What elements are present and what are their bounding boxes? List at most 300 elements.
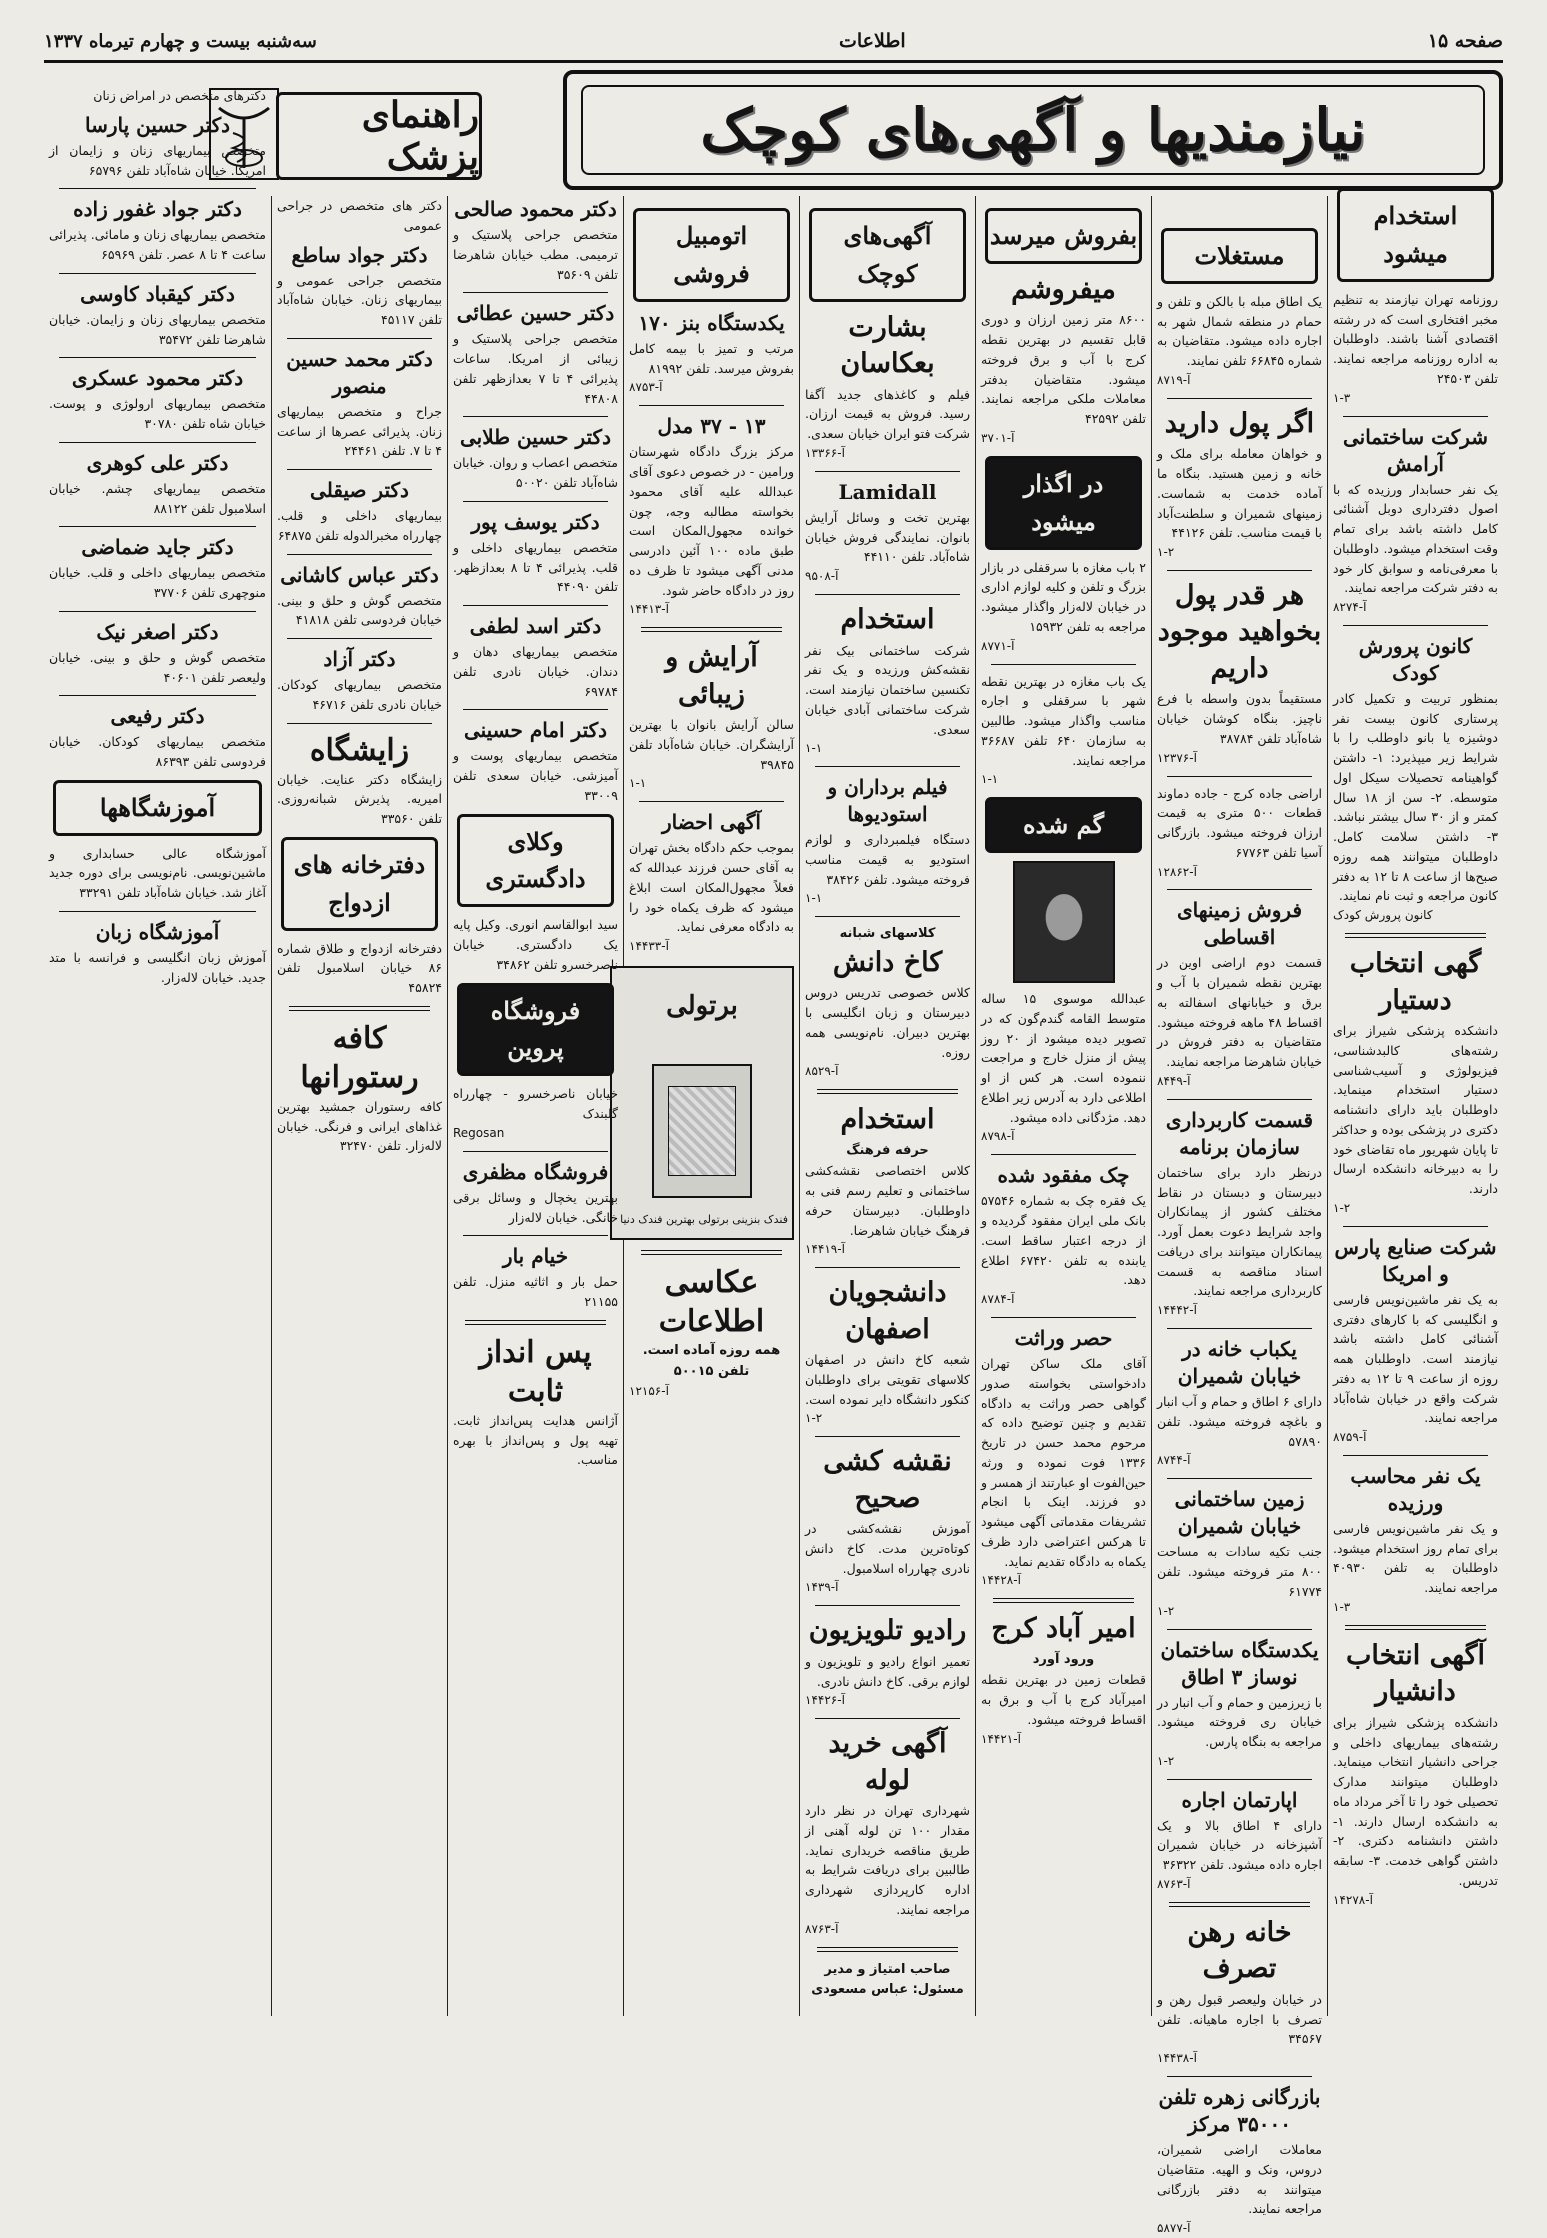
ad-body: متخصص بیماریهای کودکان. خیابان فردوسی تلفن ۸۶۳۹۳ — [49, 734, 266, 769]
divider — [815, 1436, 960, 1437]
ad-body: و یک نفر ماشین‌نویس فارسی برای تمام روز استخدام میشود. داوطلبان به تلفن ۴۰۹۳۰ مراجعه نمایند. — [1333, 1520, 1498, 1596]
ad-ref: آ-۹۵۰۸ — [805, 569, 839, 584]
ad-ref: آ-۸۷۸۴ — [981, 1292, 1015, 1307]
ad-body: معاملات اراضی شمیران، دروس، ونک و الهیه. متقاضیان میتوانند به دفتر بازرگانی مراجعه نمایند. — [1157, 2142, 1322, 2217]
divider — [463, 1235, 608, 1236]
ad-body: جراح و متخصص بیماریهای زنان. پذیرائی عصرها از ساعت ۴ تا ۷. تلفن ۲۴۴۶۱ — [277, 403, 442, 459]
ad-body: دانشکده پزشکی شیراز برای رشته‌های کالبدشناسی، فیزیولوژی و آسیب‌شناسی دستیار استخدام مینماید. داوطلبان باید دارای دانشنامه دکتری در پزشکی بوده و حداکثر تا پایان شهریور ماه تقاضای خود را به دبیرخانه دانشکده ارسال دارند. — [1333, 1023, 1498, 1197]
ad-title: شرکت ساختمانی آرامش — [1342, 424, 1489, 476]
ad-body: متخصص بیماریهای چشم. خیابان اسلامبول تلفن ۸۸۱۲۲ — [49, 480, 266, 516]
ad-body: دفترخانه ازدواج و طلاق شماره ۸۶ خیابان اسلامبول تلفن ۴۵۸۲۴ — [277, 940, 442, 996]
ad-body: متخصص بیماریهای داخلی و قلب. پذیرائی ۴ تا ۸ بعدازظهر. تلفن ۴۴۰۹۰ — [453, 539, 618, 595]
divider — [287, 554, 432, 555]
classified-ad — [453, 613, 618, 701]
ad-title: بازرگانی زهره تلفن ۳۵۰۰۰ مرکز — [1158, 2085, 1321, 2137]
ad-ref: ۱-۲ — [1157, 1753, 1175, 1768]
classified-ad — [277, 242, 442, 330]
page-header — [44, 22, 1503, 63]
divider — [815, 916, 960, 917]
ad-title: رادیو تلویزیون — [808, 1615, 967, 1647]
divider — [1167, 776, 1312, 777]
ad-body: متخصص بیماریهای داخلی و قلب. خیابان منوچهری تلفن ۳۷۷۰۶ — [49, 565, 266, 600]
classified-ad — [1157, 1915, 1322, 2068]
classified-ad — [49, 196, 266, 265]
category-header: مستغلات — [1161, 228, 1318, 284]
classified-ad — [1157, 292, 1322, 390]
classified-ad — [1333, 424, 1498, 617]
ad-ref: آ-۸۲۷۴ — [1333, 600, 1367, 615]
ad-subtitle: حرفه فرهنگ — [846, 1142, 929, 1158]
ad-body: کلاس خصوصی تدریس دروس دبیرستان و زبان انگلیسی با بهترین دبیران. نام‌نویسی همه روزه. — [805, 985, 970, 1060]
ad-title: ۱۳ - ۳۷ مدل — [657, 414, 766, 439]
column-specialists — [44, 86, 271, 2016]
ad-body: یک باب مغازه در بهترین نقطه شهر با سرقفلی و اجاره مناسب واگذار میشود. طالبین به سازمان ۶۴۰ تلفن ۳۶۶۸۷ مراجعه نمایند. — [981, 673, 1146, 768]
divider — [817, 1089, 958, 1094]
ad-body: متخصص جراحی عمومی و بیماریهای زنان. خیابان شاه‌آباد تلفن ۴۵۱۱۷ — [277, 272, 442, 327]
classified-ad — [629, 640, 794, 793]
ad-body: جنب تکیه سادات به مساحت ۸۰۰ متر فروخته میشود. تلفن ۶۱۷۷۴ — [1157, 1544, 1322, 1599]
ad-body: آموزش نقشه‌کشی در کوتاه‌ترین مدت. کاخ دانش نادری چهارراه اسلامبول. — [805, 1521, 970, 1576]
divider — [463, 501, 608, 502]
ad-title: یک نفر محاسب ورزیده — [1350, 1463, 1481, 1515]
divider — [1167, 398, 1312, 399]
classified-ad — [277, 1019, 442, 1156]
ad-body: فندک بنزینی برتولی بهترین فندک دنیا — [620, 1212, 788, 1226]
divider — [993, 1598, 1134, 1603]
ad-title: شرکت صنایع پارس و امریکا — [1334, 1234, 1497, 1286]
ad-body: قطعات زمین در بهترین نقطه امیرآباد کرج با آب و برق به اقساط فروخته میشود. — [981, 1672, 1146, 1727]
ad-title: اگر پول دارید — [1164, 407, 1315, 439]
divider — [991, 1317, 1136, 1318]
ad-body: سید ابوالقاسم انوری. وکیل پایه یک دادگستری. خیابان ناصرخسرو تلفن ۳۴۸۶۲ — [453, 917, 618, 972]
ad-body: بیماریهای داخلی و قلب. چهارراه مخبرالدوله تلفن ۶۴۸۷۵ — [277, 508, 442, 543]
ad-body: متخصص بیماریهای پوست و آمیزشی. خیابان سعدی تلفن ۳۳۰۰۹ — [453, 748, 618, 803]
ad-title: حصر وراثت — [1014, 1326, 1113, 1351]
ad-ref: آ-۸۴۴۹ — [1157, 1073, 1191, 1088]
divider — [1167, 1099, 1312, 1100]
ad-ref: ۱-۲ — [1333, 1200, 1351, 1215]
ad-body: صاحب امتیاز و مدیر مسئول: عباس مسعودی — [811, 1961, 964, 1998]
ad-body: و خواهان معامله برای ملک و خانه و زمین هستید. بنگاه ما آماده خدمت به شماست. زمینهای شمیران و سلطنت‌آباد با قیمت مناسب. تلفن ۴۴۱۲۶ — [1157, 446, 1322, 541]
ad-body: اراضی جاده کرج - جاده دماوند قطعات ۵۰۰ متری به قیمت ارزان فروخته میشود. بازرگانی آسیا تلفن ۶۷۷۶۳ — [1157, 785, 1323, 860]
ad-title: فروش زمینهای اقساطی — [1176, 898, 1303, 950]
divider — [59, 911, 256, 912]
classifieds-masthead — [563, 70, 1503, 190]
ad-body: آژانس هدایت پس‌انداز ثابت. تهیه پول و پس‌انداز با بهره مناسب. — [453, 1412, 618, 1468]
category-header: فروشگاه پروین — [457, 983, 614, 1077]
classified-ad — [453, 424, 618, 493]
classified-ad — [453, 1333, 618, 1470]
issue-date: سه‌شنبه بیست و چهارم تیرماه ۱۳۳۷ — [44, 30, 317, 52]
ad-body: متخصص بیماریهای دهان و دندان. خیابان نادری تلفن ۶۹۷۸۴ — [453, 644, 618, 699]
ad-ref: آ-۱۲۳۷۶ — [1157, 750, 1197, 765]
ad-body: عبدالله موسوی ۱۵ ساله متوسط القامه گندم‌گون که در تصویر دیده میشود از ۲۰ روز پیش از منزل خارج و مراجعت ننموده است. هر کس از او اطلاعی دارد به آدرس زیر اطلاع دهد. مژدگانی داده میشود. — [981, 991, 1146, 1125]
column-for-sale — [976, 206, 1151, 2026]
classified-ad — [277, 939, 442, 998]
ad-ref: آ-۳۷۰۱ — [981, 430, 1015, 445]
classified-ad — [49, 703, 266, 772]
divider — [1167, 889, 1312, 890]
ad-body: کلاس اختصاصی نقشه‌کشی ساختمانی و تعلیم رسم فنی به داوطلبان. دبیرستان حرفه فرهنگ خیابان شاهرضا. — [805, 1163, 970, 1238]
ad-body: دارای ۴ اطاق بالا و یک آشپزخانه در خیابان شمیران اجاره داده میشود. تلفن ۳۶۳۲۲ — [1157, 1817, 1322, 1873]
category-header: آگهی‌های کوچک — [809, 208, 966, 302]
ad-ref: آ-۱۲۸۶۲ — [1157, 864, 1197, 879]
divider — [1167, 1328, 1312, 1329]
classified-ad — [1157, 1107, 1322, 1320]
ad-ref: ۱-۳ — [1333, 1599, 1351, 1614]
ad-title: دکتر حسین عطائی — [456, 301, 615, 326]
classified-ad — [805, 1726, 970, 1938]
ad-ref: ۱-۲ — [1157, 1603, 1175, 1618]
ad-body: درنظر دارد برای ساختمان دبیرستان و دبستان در نقاط مختلف کشور از پیمانکاران واجد شرایط دعوت بعمل آورد. پیمانکاران میتوانند برای دریافت اسناد مناقصه به قسمت کاربرداری مراجعه نمایند. — [1157, 1164, 1322, 1299]
ad-title: زمین ساختمانی خیابان شمیران — [1174, 1487, 1305, 1539]
ad-body: در خیابان ولیعصر قبول رهن و تصرف با اجاره ماهیانه. تلفن ۳۴۵۶۷ — [1157, 1991, 1322, 2047]
ad-ref: آ-۱۴۴۲۶ — [805, 1693, 845, 1708]
divider — [1343, 625, 1488, 626]
ad-title: چک مفقود شده — [997, 1163, 1130, 1188]
divider — [1345, 933, 1486, 938]
ad-title: دانشجویان اصفهان — [828, 1277, 947, 1345]
paper-name: اطلاعات — [838, 30, 906, 52]
divider — [1167, 2076, 1312, 2077]
ad-body: یک اطاق مبله با بالکن و تلفن و حمام در منطقه شمال شهر به اجاره داده میشود. متقاضیان به شماره ۶۶۸۴۵ تلفن نمایند. — [1157, 293, 1322, 369]
category-header: دکترهای متخصص در امراض زنان — [93, 88, 266, 103]
ad-ref: آ-۱۴۴۳۳ — [629, 939, 669, 954]
ad-title: کافه رستورانها — [300, 1020, 419, 1095]
divider — [991, 664, 1136, 665]
divider — [287, 469, 432, 470]
category-header: اتومبیل فروشی — [633, 208, 790, 302]
classified-ad — [629, 310, 794, 397]
ad-body: متخصص بیماریهای کودکان. خیابان نادری تلفن ۴۶۷۱۶ — [277, 677, 442, 712]
ad-ref: آ-۸۵۲۹ — [805, 1064, 839, 1079]
ad-body: شرکت ساختمانی بیک نفر نقشه‌کش ورزیده و یک نفر تکنسین ساختمان نیازمند است. شرکت ساختمانی آبادی خیابان سعدی. — [805, 642, 970, 737]
classified-ad — [629, 809, 794, 956]
page-number: صفحه ۱۵ — [1427, 30, 1503, 52]
divider — [817, 1947, 958, 1952]
classified-ad — [1157, 1486, 1322, 1620]
ad-body: متخصص بیماریهای زنان و مامائی. پذیرائی ساعت ۴ تا ۸ عصر. تلفن ۶۵۹۶۹ — [49, 227, 266, 262]
classified-ad — [453, 717, 618, 805]
ad-ref: آ-۸۷۹۸ — [981, 1129, 1015, 1144]
classified-ad — [805, 924, 970, 1081]
ad-title: یکباب خانه در خیابان شمیران — [1177, 1337, 1302, 1389]
ad-body: دارای ۶ اطاق و حمام و آب انبار و باغچه فروخته میشود. تلفن ۵۷۸۹۰ — [1157, 1394, 1323, 1449]
ad-body: حمل بار و اثاثیه منزل. تلفن ۲۱۱۵۵ — [453, 1274, 618, 1310]
ad-ref: آ-۸۷۷۱ — [981, 638, 1015, 653]
ad-body: به یک نفر ماشین‌نویس فارسی و انگلیسی که با کارهای دفتری آشنائی کامل داشته باشد نیازمند است. داوطلبان همه روزه از ساعت ۹ تا ۱۲ به دفتر شرکت واقع در خیابان شاه‌آباد مراجعه نمایند. — [1333, 1291, 1499, 1426]
ad-body: یک فقره چک به شماره ۵۷۵۴۶ بانک ملی ایران مفقود گردیده و از درجه اعتبار ساقط است. یابنده به تلفن ۶۷۴۲۰ اطلاع دهد. — [981, 1193, 1146, 1288]
classified-ad — [1333, 633, 1498, 925]
classified-ad — [277, 346, 442, 461]
ad-title: هر قدر پول بخواهید موجود داریم — [1157, 580, 1322, 684]
ad-title: دکتر یوسف پور — [471, 509, 600, 534]
classified-ad — [453, 196, 618, 284]
classified-ad — [49, 619, 266, 688]
divider — [815, 1718, 960, 1719]
ad-ref: آ-۱۴۴۱۳ — [629, 602, 669, 617]
ad-body: بموجب حکم دادگاه بخش تهران به آقای حسن فرزند عبدالله که فعلاً مجهول‌المکان است ابلاغ میشود که ظرف یکماه خود را به دادگاه معرفی نماید. — [629, 840, 794, 935]
ad-title: فیلم برداران و استودیوها — [827, 775, 948, 827]
divider — [815, 471, 960, 472]
ad-body: همه روزه آماده است. تلفن ۵۰۰۱۵ — [642, 1343, 781, 1379]
divider — [991, 1154, 1136, 1155]
divider — [1167, 1779, 1312, 1780]
divider — [59, 526, 256, 527]
divider — [59, 357, 256, 358]
column-cars — [620, 206, 799, 2026]
ad-ref: ۱-۱ — [629, 776, 647, 791]
ad-ref: آ-۸۷۴۴ — [1157, 1453, 1191, 1468]
classified-ad — [981, 989, 1146, 1146]
ad-body: خیابان ناصرخسرو - چهارراه گلبندک — [453, 1086, 618, 1122]
classified-ad — [49, 844, 266, 903]
classified-ad — [49, 365, 266, 434]
masthead-title: نیازمندیها و آگهی‌های کوچک — [581, 85, 1485, 175]
ad-title: دکتر امام حسینی — [463, 718, 608, 743]
ad-body: یک نفر حسابدار ورزیده که با اصول دفترداری دوبل آشنائی کامل داشته باشد برای تمام وقت استخدام میشود. داوطلبان با معرفی‌نامه و سوابق کار خود به دفتر شرکت مراجعه نمایند. — [1333, 481, 1498, 596]
ad-body: بمنظور تربیت و تکمیل کادر پرستاری کانون بیست نفر دوشیزه یا بانو داوطلب را با شرایط زیر میپذیرد: ۱- داشتن گواهینامه تحصیلات سیکل اول متوسطه. ۲- سن از ۱۸ سال کمتر و از ۳۰ سال بیشتر نباشد. ۳- داشتن سلامت کامل. داوطلبان میتوانند همه روزه صبح‌ها از ساعت ۸ تا ۱۲ به دفتر کانون مراجعه و ثبت نام نمایند. — [1333, 690, 1499, 904]
ad-ref: آ-۱۲۱۵۶ — [629, 1384, 669, 1399]
category-header: در اگذار میشود — [985, 456, 1142, 550]
classified-ad — [981, 1162, 1146, 1309]
classified-ad — [805, 1275, 970, 1428]
ad-title: کانون پرورش کودک — [1358, 633, 1473, 685]
classified-ad — [805, 602, 970, 758]
ad-ref: آ-۸۷۶۳ — [805, 1921, 839, 1936]
classified-ad — [1333, 290, 1498, 408]
divider — [815, 1605, 960, 1606]
classified-ad — [805, 774, 970, 908]
ad-body: آموزش زبان انگلیسی و فرانسه با متد جدید. خیابان لاله‌زار. — [49, 949, 266, 985]
classified-ad — [805, 310, 970, 463]
classified-ad — [1157, 406, 1322, 562]
classified-ad — [1333, 946, 1498, 1218]
ad-title: دکتر جاید ضماضی — [81, 535, 234, 560]
column-property — [1152, 226, 1327, 2236]
divider — [1343, 1226, 1488, 1227]
ad-title: دکتر آزاد — [323, 647, 396, 671]
ad-title: بشارت بعکاسان — [840, 311, 935, 380]
ad-ref: آ-۵۸۷۷ — [1157, 2221, 1191, 2236]
missing-person-photo — [1013, 861, 1115, 983]
ad-title: خیام بار — [502, 1244, 569, 1269]
classified-ad — [277, 562, 442, 631]
ad-ref: آ-۸۷۱۹ — [1157, 372, 1191, 387]
ad-title: دکتر صیقلی — [310, 478, 409, 502]
divider — [639, 405, 784, 406]
ad-body: دانشکده پزشکی شیراز برای رشته‌های بیماریهای داخلی و جراحی دانشیار انتخاب مینماید. داوطلبان میتوانند مدارک تحصیلی خود را تا آخر مرداد ماه به دانشکده ارسال دارند. ۱- داشتن دانشنامه دکتری. ۲- داشتن گواهی خدمت. ۳- سابقه تدریس. — [1333, 1714, 1498, 1888]
classified-ad — [453, 1243, 618, 1312]
divider — [815, 1267, 960, 1268]
divider — [1169, 1902, 1310, 1907]
ad-body: مرکز بزرگ دادگاه شهرستان ورامین - در خصوص دعوی آقای عبدالله علیه آقای محمود بخواسته مطالبه وجه، چون خوانده مجهول‌المکان است طبق ماده ۱۰۰ آئین دادرسی مدنی آگهی میشود تا ظرف ده روز در دادگاه حاضر شود. — [629, 444, 794, 598]
classified-ad — [1157, 578, 1322, 768]
ad-title: دکتر حسین پارسا — [84, 112, 231, 137]
ad-ref: کانون پرورش کودک — [1333, 908, 1433, 923]
divider — [1343, 416, 1488, 417]
classified-ad — [453, 509, 618, 597]
classified-ad — [981, 1611, 1146, 1748]
category-header: بفروش میرسد — [985, 208, 1142, 264]
classified-ad — [1157, 784, 1322, 882]
ad-title: اپارتمان اجاره — [1181, 1787, 1298, 1812]
column-small-ads — [800, 206, 975, 2026]
category-header: آموزشگاهها — [53, 780, 262, 836]
ad-title: دکتر محمد حسین منصور — [286, 346, 433, 398]
ad-title: میفروشم — [1011, 273, 1116, 305]
ad-body: آموزشگاه عالی حسابداری و ماشین‌نویسی. نام‌نویسی برای دوره جدید آغاز شد. خیابان شاه‌آباد تلفن ۳۳۲۹۱ — [49, 845, 266, 901]
ad-title: یکدستگاه بنز ۱۷۰ — [638, 310, 785, 335]
ad-ref: ۱-۱ — [981, 772, 999, 787]
ad-body: روزنامه تهران نیازمند به تنظیم مخبر افتخاری است که در رشته اقتصادی آشنا باشند. داوطلبان به اداره روزنامه مراجعه نمایند. تلفن ۲۴۵۰۳ — [1333, 291, 1498, 386]
divider — [1345, 1625, 1486, 1630]
column-employment — [1328, 186, 1503, 2006]
ad-title: دکتر علی کوهری — [86, 450, 229, 475]
classified-ad — [1333, 1463, 1498, 1617]
classified-ad — [49, 919, 266, 988]
ad-ref: آ-۱۳۳۶۶ — [805, 445, 845, 460]
ad-ref: آ-۱۴۳۹ — [805, 1580, 839, 1595]
classified-ad — [1333, 1638, 1498, 1910]
ad-title: دکتر حسین طلابی — [460, 425, 611, 450]
ad-title: قسمت کاربرداری سازمان برنامه — [1165, 1107, 1314, 1159]
category-header: وکلای دادگستری — [457, 814, 614, 908]
divider — [463, 292, 608, 293]
classified-ad — [1157, 897, 1322, 1090]
classified-ad — [805, 1613, 970, 1710]
divider — [465, 1320, 606, 1325]
divider — [463, 605, 608, 606]
category-header: استخدام میشود — [1337, 188, 1494, 282]
divider — [287, 723, 432, 724]
classified-ad — [453, 1084, 618, 1142]
ad-title: آرایش و زیبائی — [665, 642, 758, 710]
column-doctors — [448, 196, 623, 2016]
ad-body: متخصص بیماریهای زنان و زایمان. خیابان شاهرضا تلفن ۳۵۴۷۲ — [49, 311, 266, 347]
lighter-box-icon — [652, 1064, 752, 1198]
ad-body: آقای ملک ساکن تهران دادخواستی بخواسته صدور گواهی حصر وراثت به دادگاه تقدیم و چنین توضیح داده که مرحوم محمد حسن در تاریخ ۱۳۳۶ فوت نموده و ورثه حین‌الفوت او عبارتند از همسر و دو فرزند. اینک با انجام تشریفات مقدماتی آگهی میشود تا هرکس اعتراضی دارد ظرف یکماه به دادگاه تقدیم نماید. — [981, 1356, 1146, 1569]
divider — [59, 611, 256, 612]
ad-ref: Regosan — [453, 1125, 505, 1140]
classified-ad — [453, 915, 618, 974]
ad-title: یکدستگاه ساختمان نوساز ۳ اطاق — [1160, 1637, 1319, 1689]
divider — [59, 273, 256, 274]
ad-title: آگهی خرید لوله — [828, 1728, 947, 1796]
classified-ad — [1157, 1336, 1322, 1470]
classified-ad — [1157, 1637, 1322, 1771]
ad-body: قسمت دوم اراضی اوین در بهترین نقطه شمیران با آب و برق و خیابانهای اسفالته به اقساط ۴۸ ماهه فروخته میشود. متقاضیان به دفتر فروش در خیابان شاهرضا مراجعه نمایند. — [1157, 955, 1322, 1070]
ad-title: استخدام — [840, 1104, 935, 1136]
ad-title: استخدام — [840, 604, 935, 636]
divider — [463, 709, 608, 710]
ad-body: ۸۶۰۰ متر زمین ارزان و دوری قابل تقسیم در بهترین نقطه کرج با آب و برق فروخته میشود. متقاضیان بدفتر معاملات ملکی مراجعه نمایند. تلفن ۴۲۵۹۲ — [981, 312, 1146, 427]
ad-title: دکتر جواد ساطع — [291, 242, 428, 267]
classified-ad — [49, 112, 266, 181]
column-doctors-general — [272, 196, 447, 2016]
category-header: دفترخانه های ازدواج — [281, 837, 438, 931]
ad-title: دکتر عباس کاشانی — [280, 562, 439, 587]
ad-body: مرتب و تمیز با بیمه کامل بفروش میرسد. تلفن ۸۱۹۹۲ — [629, 340, 794, 376]
classified-ad — [981, 558, 1146, 656]
classified-ad — [805, 479, 970, 586]
classified-ad — [629, 1263, 794, 1401]
ad-title: آگهی احضار — [662, 810, 761, 835]
ad-body: سالن آرایش بانوان با بهترین آرایشگران. خیابان شاه‌آباد تلفن ۳۹۸۴۵ — [629, 717, 794, 772]
classified-ad — [49, 281, 266, 350]
ad-ref: ۱-۳ — [1333, 390, 1351, 405]
ad-ref: آ-۸۷۵۳ — [629, 380, 663, 395]
ad-title: نقشه کشی صحیح — [823, 1446, 952, 1514]
ad-title: دکتر اسد لطفی — [469, 614, 602, 638]
ad-subtitle: کلاسهای شبانه — [839, 926, 936, 942]
ad-title: دکتر محمود صالحی — [454, 197, 617, 221]
ad-title: دکتر کیقباد کاوسی — [80, 281, 235, 306]
ad-title: فروشگاه مظفری — [462, 1159, 609, 1184]
ad-body: متخصص جراحی پلاستیک و ترمیمی. مطب خیابان شاهرضا تلفن ۳۵۶۰۹ — [453, 227, 618, 282]
ad-body: زایشگاه دکتر عنایت. خیابان امیریه. پذیرش شبانه‌روزی. تلفن ۳۳۵۶۰ — [277, 771, 442, 826]
ad-subtitle: ورود آورد — [1032, 1651, 1095, 1667]
ad-ref: آ-۸۷۶۳ — [1157, 1876, 1191, 1891]
ad-title: گهی انتخاب دستیار — [1349, 948, 1482, 1016]
classified-ad — [49, 450, 266, 519]
ad-title: دکتر جواد غفور زاده — [73, 197, 242, 222]
ad-title: Lamidall — [838, 479, 937, 504]
divider — [59, 695, 256, 696]
classified-ad — [1157, 1787, 1322, 1894]
classified-ad — [277, 646, 442, 715]
ad-title: پس انداز ثابت — [479, 1334, 592, 1409]
classified-ad — [805, 1444, 970, 1597]
ad-ref: ۱-۱ — [805, 741, 823, 756]
ad-body: ۲ باب مغازه با سرقفلی در بازار بزرگ و تلفن و کلیه لوازم اداری در خیابان لاله‌زار واگذار میشود. مراجعه به تلفن ۱۵۹۳۲ — [981, 559, 1146, 634]
divider — [641, 627, 782, 632]
category-header: دکتر های متخصص در جراحی عمومی — [277, 198, 442, 233]
ad-body: متخصص گوش و حلق و بینی. خیابان فردوسی تلفن ۴۱۸۱۸ — [277, 592, 442, 628]
classified-ad — [981, 272, 1146, 448]
ad-body: متخصص بیماریهای زنان و زایمان از امریکا. خیابان شاه‌آباد تلفن ۶۵۷۹۶ — [49, 142, 266, 178]
ad-body: شهرداری تهران در نظر دارد مقدار ۱۰۰ تن لوله آهنی از طریق مناقصه خریداری نماید. طالبین برای دریافت شرایط به اداره کارپردازی شهرداری مراجعه نمایند. — [805, 1803, 970, 1917]
ad-body: کافه رستوران جمشید بهترین غذاهای ایرانی و فرنگی. خیابان لاله‌زار. تلفن ۳۲۴۷۰ — [277, 1098, 442, 1154]
publisher-note — [805, 1960, 970, 2001]
classified-ad — [277, 731, 442, 829]
divider — [641, 1250, 782, 1255]
classified-ad — [629, 413, 794, 619]
ad-body: تعمیر انواع رادیو و تلویزیون و لوازم برقی. کاخ دانش نادری. — [805, 1653, 970, 1689]
ad-title: دکتر رفیعی — [110, 704, 205, 729]
divider — [287, 638, 432, 639]
ad-ref: آ-۱۴۴۱۹ — [805, 1242, 845, 1257]
classified-ad — [981, 1325, 1146, 1590]
ad-title: آموزشگاه زبان — [95, 919, 220, 944]
lighter-advertisement — [610, 966, 794, 1240]
ad-body: مستقیماً بدون واسطه با فرع ناچیز. بنگاه کوشان خیابان شاه‌آباد تلفن ۳۸۷۸۴ — [1157, 691, 1322, 746]
divider — [287, 338, 432, 339]
ad-body: با زیرزمین و حمام و آب انبار در خیابان ری فروخته میشود. مراجعه به بنگاه پارس. — [1157, 1694, 1322, 1750]
divider — [1167, 1629, 1312, 1630]
ad-body: متخصص بیماریهای ارولوژی و پوست. خیابان شاه تلفن ۳۰۷۸۰ — [49, 396, 266, 431]
ad-title: خانه رهن تصرف — [1187, 1916, 1292, 1985]
ad-ref: ۱-۲ — [805, 1411, 823, 1426]
classified-ad — [1333, 1234, 1498, 1447]
ad-ref: ۱-۲ — [1157, 545, 1175, 560]
ad-body: متخصص اعصاب و روان. خیابان شاه‌آباد تلفن ۵۰۰۲۰ — [453, 455, 618, 490]
ad-title: دکتر اصغر نیک — [96, 619, 219, 644]
ad-title: آگهی انتخاب دانشیار — [1346, 1639, 1485, 1708]
ad-title: عکاسی اطلاعات — [658, 1265, 765, 1339]
ad-title: دکتر محمود عسکری — [71, 366, 244, 391]
ad-body: بهترین تخت و وسائل آرایش بانوان. نمایندگی فروش خیابان شاه‌آباد. تلفن ۴۴۱۱۰ — [805, 509, 970, 565]
